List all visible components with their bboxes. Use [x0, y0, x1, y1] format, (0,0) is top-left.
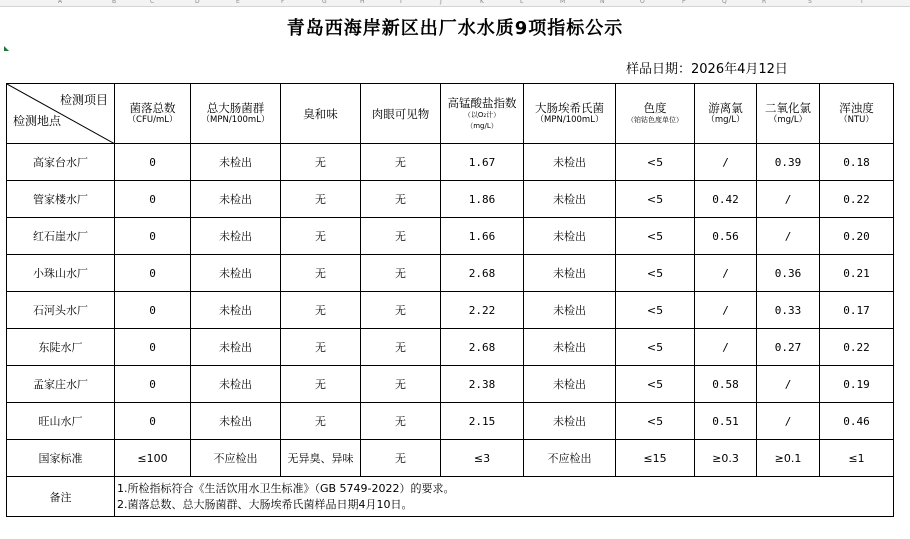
site-name-cell: 东陡水厂 [7, 329, 115, 366]
value-cell: 无 [281, 403, 361, 440]
corner-bottom-label: 检测地点 [13, 114, 62, 128]
value-cell: 0 [115, 366, 191, 403]
remark-line: 1.所检指标符合《生活饮用水卫生标准》（GB 5749-2022）的要求。 [117, 481, 455, 495]
column-letter[interactable]: Q [722, 0, 727, 5]
value-cell: 0.36 [757, 255, 820, 292]
remark-label: 备注 [7, 477, 115, 517]
column-letter[interactable]: I [400, 0, 402, 5]
value-cell: <5 [616, 181, 695, 218]
site-name-cell: 石河头水厂 [7, 292, 115, 329]
column-letter[interactable]: D [195, 0, 200, 5]
spreadsheet-column-header [0, 0, 910, 7]
value-cell: 0 [115, 218, 191, 255]
site-name-cell: 孟家庄水厂 [7, 366, 115, 403]
standard-row [7, 440, 894, 477]
value-cell: 无 [281, 329, 361, 366]
value-cell: 无 [361, 218, 441, 255]
value-cell: 未检出 [191, 403, 281, 440]
value-cell: 未检出 [191, 366, 281, 403]
header-cell: 总大肠菌群 （MPN/100mL） [191, 84, 281, 144]
site-name-cell: 红石崖水厂 [7, 218, 115, 255]
standard-value-cell: 不应检出 [524, 440, 616, 477]
value-cell: <5 [616, 144, 695, 181]
value-cell: 0 [115, 144, 191, 181]
value-cell: 0.33 [757, 292, 820, 329]
page-title: 青岛西海岸新区出厂水水质9项指标公示 [286, 18, 624, 39]
table-row [7, 144, 894, 181]
header-cell: 高锰酸盐指数 （以O₂计） （mg/L） [441, 84, 524, 144]
standard-label: 国家标准 [7, 440, 115, 477]
value-cell: / [757, 403, 820, 440]
value-cell: 0.42 [695, 181, 757, 218]
value-cell: / [695, 292, 757, 329]
value-cell: / [757, 181, 820, 218]
value-cell: 未检出 [191, 292, 281, 329]
value-cell: <5 [616, 366, 695, 403]
value-cell: 未检出 [191, 329, 281, 366]
value-cell: 无 [281, 144, 361, 181]
value-cell: 0.21 [820, 255, 894, 292]
column-letter[interactable]: N [600, 0, 605, 5]
site-name-cell: 小珠山水厂 [7, 255, 115, 292]
column-letter[interactable]: E [236, 0, 240, 5]
remark-row [7, 477, 894, 517]
value-cell: 未检出 [191, 144, 281, 181]
value-cell: 0.22 [820, 329, 894, 366]
value-cell: 0.17 [820, 292, 894, 329]
value-cell: 2.38 [441, 366, 524, 403]
header-cell: 色度 （铂钴色度单位） [616, 84, 695, 144]
value-cell: 未检出 [191, 218, 281, 255]
standard-value-cell: ≤15 [616, 440, 695, 477]
value-cell: 2.68 [441, 255, 524, 292]
value-cell: / [695, 144, 757, 181]
value-cell: 0 [115, 403, 191, 440]
header-cell: 菌落总数 （CFU/mL） [115, 84, 191, 144]
value-cell: 0 [115, 255, 191, 292]
column-letter[interactable]: P [682, 0, 686, 5]
column-letter[interactable]: J [440, 0, 442, 5]
value-cell: 1.86 [441, 181, 524, 218]
value-cell: 未检出 [191, 181, 281, 218]
data-rows [7, 144, 894, 440]
header-cell: 臭和味 [281, 84, 361, 144]
value-cell: 无 [361, 144, 441, 181]
column-letter[interactable]: R [762, 0, 767, 5]
table-row [7, 181, 894, 218]
value-cell: 无 [361, 366, 441, 403]
value-cell: <5 [616, 403, 695, 440]
column-letter[interactable]: K [480, 0, 484, 5]
value-cell: 0.46 [820, 403, 894, 440]
site-name-cell: 高家台水厂 [7, 144, 115, 181]
value-cell: 2.22 [441, 292, 524, 329]
value-cell: 0.58 [695, 366, 757, 403]
value-cell: 未检出 [524, 144, 616, 181]
standard-value-cell: 不应检出 [191, 440, 281, 477]
table-row [7, 366, 894, 403]
value-cell: <5 [616, 329, 695, 366]
header-cell: 大肠埃希氏菌 （MPN/100mL） [524, 84, 616, 144]
column-letter[interactable]: F [281, 0, 285, 5]
column-letter[interactable]: G [322, 0, 327, 5]
value-cell: 0.19 [820, 366, 894, 403]
value-cell: 0.22 [820, 181, 894, 218]
column-letter[interactable]: B [112, 0, 117, 5]
value-cell: 无 [281, 366, 361, 403]
standard-value-cell: ≥0.3 [695, 440, 757, 477]
standard-value-cell: ≥0.1 [757, 440, 820, 477]
header-cell: 肉眼可见物 [361, 84, 441, 144]
value-cell: <5 [616, 292, 695, 329]
value-cell: 未检出 [524, 292, 616, 329]
value-cell: 0.20 [820, 218, 894, 255]
header-cell: 浑浊度 （NTU） [820, 84, 894, 144]
site-name-cell: 管家楼水厂 [7, 181, 115, 218]
column-letter[interactable]: S [808, 0, 812, 5]
value-cell: 未检出 [191, 255, 281, 292]
value-cell: 无 [361, 292, 441, 329]
value-cell: 1.67 [441, 144, 524, 181]
standard-value-cell: ≤100 [115, 440, 191, 477]
column-letter[interactable]: L [520, 0, 524, 5]
column-letter[interactable]: A [58, 0, 63, 5]
value-cell: / [757, 218, 820, 255]
value-cell: / [695, 255, 757, 292]
column-letter[interactable]: H [360, 0, 365, 5]
value-cell: 0 [115, 181, 191, 218]
value-cell: 2.15 [441, 403, 524, 440]
value-cell: / [695, 329, 757, 366]
value-cell: / [757, 366, 820, 403]
table-row [7, 403, 894, 440]
value-cell: 无 [281, 292, 361, 329]
water-quality-table [6, 83, 894, 517]
table-row [7, 218, 894, 255]
sample-date: 样品日期：2026年4月12日 [626, 62, 788, 77]
value-cell: 未检出 [524, 329, 616, 366]
value-cell: 0.56 [695, 218, 757, 255]
value-cell: 未检出 [524, 181, 616, 218]
column-letter[interactable]: C [150, 0, 155, 5]
value-cell: 无 [281, 181, 361, 218]
value-cell: 未检出 [524, 403, 616, 440]
table-row [7, 292, 894, 329]
value-cell: 0.18 [820, 144, 894, 181]
value-cell: 无 [281, 218, 361, 255]
value-cell: 无 [361, 329, 441, 366]
standard-value-cell: 无异臭、异味 [281, 440, 361, 477]
column-letter[interactable]: T [860, 0, 864, 5]
value-cell: 0.27 [757, 329, 820, 366]
value-cell: 未检出 [524, 255, 616, 292]
header-cell: 游离氯 （mg/L） [695, 84, 757, 144]
value-cell: 无 [361, 255, 441, 292]
value-cell: 0.39 [757, 144, 820, 181]
table-row [7, 255, 894, 292]
remark-line: 2.菌落总数、总大肠菌群、大肠埃希氏菌样品日期4月10日。 [117, 497, 413, 511]
value-cell: 1.66 [441, 218, 524, 255]
remark-text [115, 477, 894, 517]
value-cell: 未检出 [524, 218, 616, 255]
value-cell: 无 [361, 181, 441, 218]
column-letter[interactable]: M [560, 0, 566, 5]
standard-value-cell: ≤1 [820, 440, 894, 477]
value-cell: 0 [115, 292, 191, 329]
standard-value-cell: 无 [361, 440, 441, 477]
value-cell: 未检出 [524, 366, 616, 403]
value-cell: <5 [616, 218, 695, 255]
site-name-cell: 旺山水厂 [7, 403, 115, 440]
cell-marker-icon [4, 46, 9, 51]
column-letter[interactable]: O [640, 0, 645, 5]
corner-header-cell [7, 84, 115, 144]
value-cell: <5 [616, 255, 695, 292]
standard-value-cell: ≤3 [441, 440, 524, 477]
header-row [7, 84, 894, 144]
value-cell: 2.68 [441, 329, 524, 366]
value-cell: 0 [115, 329, 191, 366]
corner-top-label: 检测项目 [59, 93, 108, 107]
header-cell: 二氧化氯 （mg/L） [757, 84, 820, 144]
table-row [7, 329, 894, 366]
value-cell: 无 [361, 403, 441, 440]
value-cell: 0.51 [695, 403, 757, 440]
value-cell: 无 [281, 255, 361, 292]
